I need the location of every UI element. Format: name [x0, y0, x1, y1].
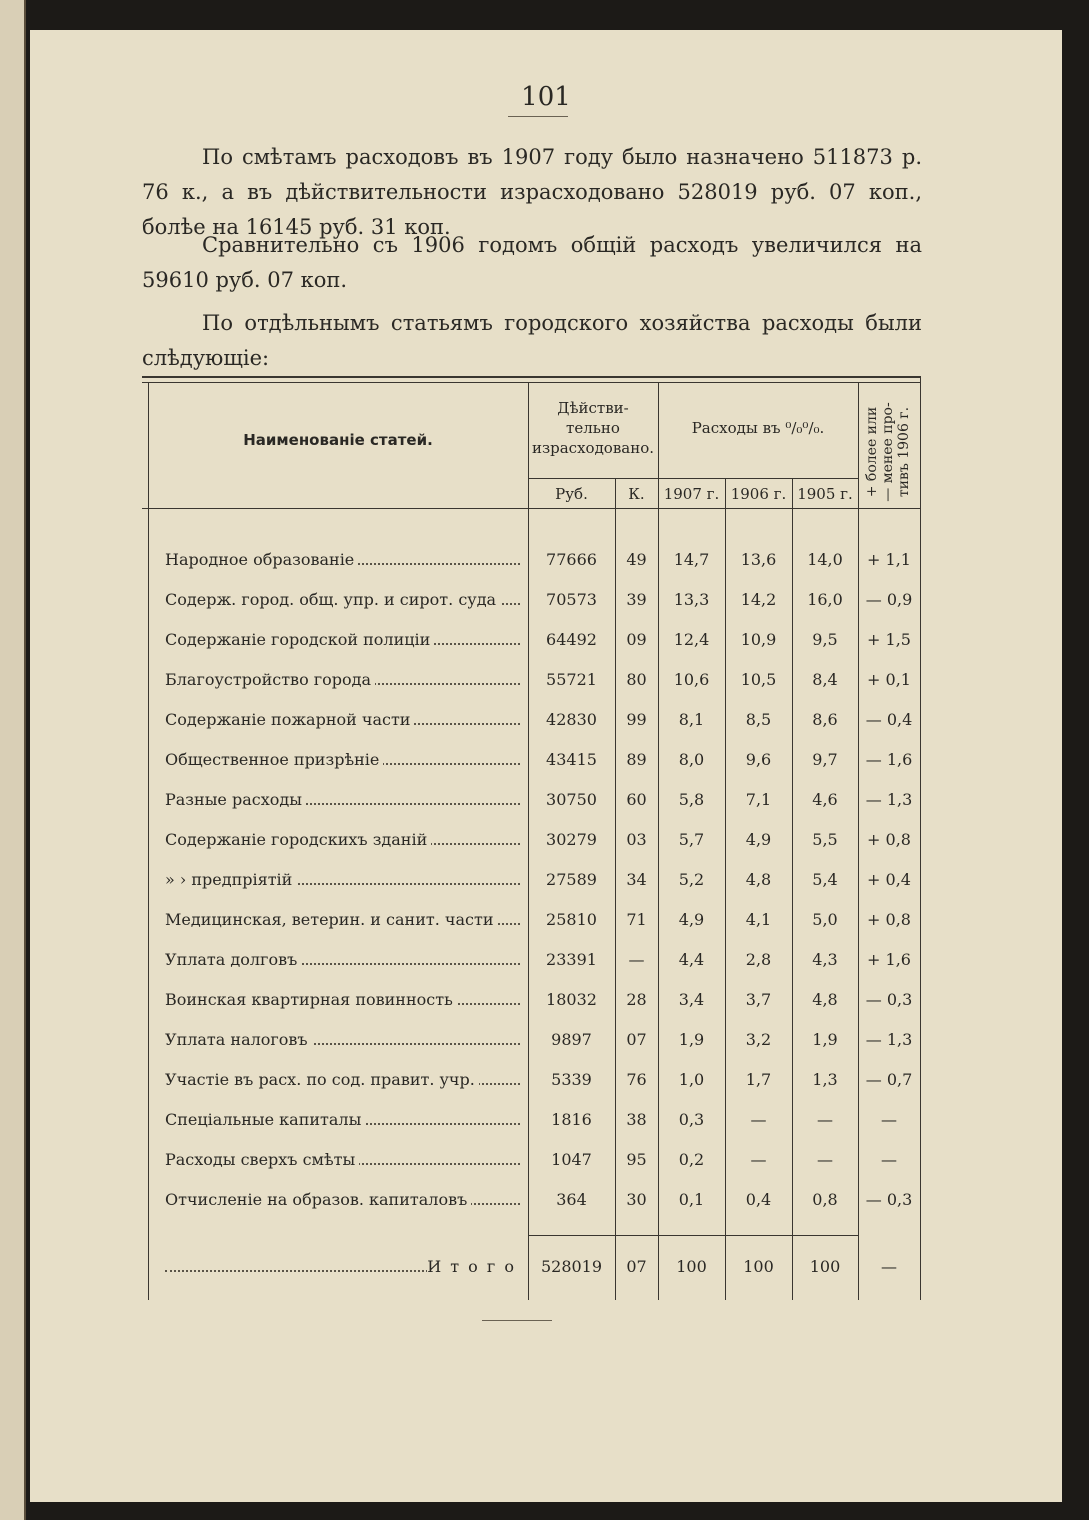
col-line-left [148, 382, 149, 1300]
paragraph-3: По отдѣльнымъ статьямъ городского хозяйства расходы были слѣдующіе: [142, 311, 922, 370]
cell-rub: 528019 [540, 1257, 603, 1276]
cell-rub: 70573 [546, 590, 597, 609]
table-top-rule [142, 376, 920, 378]
row-label: Содержаніе городскихъ зданій [165, 830, 431, 849]
end-ornament [482, 1320, 552, 1321]
cell-kop: 03 [626, 830, 647, 849]
row-name [165, 550, 520, 569]
cell-1905: 0,8 [812, 1190, 838, 1209]
row-label: Расходы сверхъ смѣты [165, 1150, 359, 1169]
header-1905: 1905 г. [797, 485, 853, 503]
row-name [165, 1257, 520, 1276]
row-label: Медицинская, ветерин. и санит. части [165, 910, 497, 929]
cell-1907: 0,3 [678, 1110, 705, 1129]
cell-diff: — 0,3 [865, 1190, 913, 1209]
cell-1905: 16,0 [807, 590, 843, 609]
row-label: Разные расходы [165, 790, 306, 809]
cell-diff: + 0,8 [867, 830, 911, 849]
cell-kop: 34 [626, 870, 647, 889]
cell-1905: 8,4 [812, 670, 838, 689]
cell-1906: 100 [743, 1257, 774, 1276]
cell-diff: + 0,4 [867, 870, 911, 889]
row-label: Уплата долговъ [165, 950, 301, 969]
cell-1906: 2,8 [745, 950, 772, 969]
header-bottom-rule [142, 508, 920, 509]
cell-1905: 9,7 [812, 750, 838, 769]
cell-1905: — [817, 1150, 833, 1169]
cell-1906: — [750, 1150, 767, 1169]
cell-1907: 0,1 [678, 1190, 705, 1209]
cell-1905: 5,0 [812, 910, 838, 929]
cell-1905: 1,9 [812, 1030, 838, 1049]
row-label: Спеціальные капиталы [165, 1110, 365, 1129]
header-percent: Расходы въ ⁰/₀⁰/₀. [691, 419, 825, 437]
cell-diff: + 1,5 [867, 630, 911, 649]
cell-kop: 71 [626, 910, 647, 929]
cell-1905: 9,5 [812, 630, 838, 649]
cell-rub: 23391 [546, 950, 597, 969]
cell-diff: — [881, 1150, 897, 1169]
cell-1905: 4,6 [812, 790, 838, 809]
row-name [165, 670, 520, 689]
paragraph-1: По смѣтамъ расходовъ въ 1907 году было назначено 511873 р. 76 к., а въ дѣйствительности израсходовано 528019 руб. 07 коп., болѣе на 16145 руб. 31 коп. [142, 145, 922, 239]
cell-rub: 9897 [551, 1030, 592, 1049]
row-name [165, 750, 520, 769]
row-name [165, 1110, 520, 1129]
cell-rub: 5339 [551, 1070, 592, 1089]
row-name [165, 630, 520, 649]
cell-rub: 27589 [546, 870, 597, 889]
cell-kop: 80 [626, 670, 647, 689]
cell-1905: 5,4 [812, 870, 838, 889]
row-name [165, 910, 520, 929]
cell-rub: 55721 [546, 670, 597, 689]
cell-kop: 99 [626, 710, 647, 729]
cell-1906: 0,4 [745, 1190, 772, 1209]
header-name: Наименованіе статей. [243, 431, 433, 449]
total-separator [528, 1235, 858, 1236]
cell-1906: 9,6 [745, 750, 772, 769]
row-label: Общественное призрѣніе [165, 750, 383, 769]
cell-1905: 4,8 [812, 990, 838, 1009]
cell-diff: — [881, 1110, 897, 1129]
cell-diff: — 1,3 [865, 790, 913, 809]
row-name [165, 950, 520, 969]
cell-diff: — 0,9 [865, 590, 913, 609]
row-name [165, 990, 520, 1009]
cell-1907: 100 [676, 1257, 707, 1276]
row-label: Содерж. город. общ. упр. и сирот. суда [165, 590, 500, 609]
cell-diff: + 0,8 [867, 910, 911, 929]
paragraph-2: Сравнительно съ 1906 годомъ общій расходъ увеличился на 59610 руб. 07 коп. [142, 233, 922, 292]
cell-diff: — 0,4 [865, 710, 913, 729]
cell-rub: 1816 [551, 1110, 592, 1129]
cell-1907: 14,7 [673, 550, 710, 569]
cell-kop: 09 [626, 630, 647, 649]
row-name [165, 830, 520, 849]
cell-rub: 30279 [546, 830, 597, 849]
cell-kop: 89 [626, 750, 647, 769]
cell-1907: 5,7 [678, 830, 705, 849]
cell-1905: 5,5 [812, 830, 838, 849]
cell-1906: 3,7 [745, 990, 772, 1009]
cell-1906: 10,9 [740, 630, 777, 649]
row-label: И т о г о [427, 1257, 520, 1276]
cell-1905: 8,6 [812, 710, 838, 729]
row-name [165, 870, 520, 889]
cell-diff: + 1,6 [867, 950, 911, 969]
row-name [165, 790, 520, 809]
row-label: » › предпріятій [165, 870, 296, 889]
cell-diff: + 1,1 [867, 550, 911, 569]
cell-1907: 8,0 [678, 750, 705, 769]
cell-kop: 28 [626, 990, 647, 1009]
row-name [165, 1070, 520, 1089]
cell-rub: 42830 [546, 710, 597, 729]
cell-1907: 0,2 [678, 1150, 705, 1169]
cell-1907: 5,8 [678, 790, 705, 809]
row-label: Отчисленіе на образов. капиталовъ [165, 1190, 471, 1209]
subheader-rule [528, 478, 858, 479]
cell-rub: 1047 [551, 1150, 592, 1169]
row-name [165, 710, 520, 729]
row-name [165, 1030, 520, 1049]
previous-page-edge [0, 0, 26, 1520]
cell-diff: — [881, 1257, 897, 1276]
cell-1905: 100 [809, 1257, 841, 1276]
cell-rub: 364 [556, 1190, 587, 1209]
row-label: Содержаніе городской полиціи [165, 630, 434, 649]
cell-1907: 4,4 [678, 950, 705, 969]
cell-1907: 8,1 [678, 710, 705, 729]
row-label: Участіе въ расх. по сод. правит. учр. [165, 1070, 479, 1089]
cell-kop: 07 [626, 1030, 647, 1049]
cell-kop: 07 [626, 1257, 647, 1276]
cell-1907: 13,3 [673, 590, 710, 609]
row-label: Народное образованіе [165, 550, 358, 569]
cell-kop: 76 [626, 1070, 647, 1089]
cell-1906: 3,2 [745, 1030, 772, 1049]
cell-kop: 60 [626, 790, 647, 809]
page-number: 101 [521, 82, 571, 112]
cell-1906: 1,7 [745, 1070, 772, 1089]
cell-kop: 38 [626, 1110, 647, 1129]
row-label: Воинская квартирная повинность [165, 990, 457, 1009]
cell-1906: 14,2 [740, 590, 777, 609]
table-top-rule-2 [142, 382, 920, 383]
cell-1905: 1,3 [812, 1070, 838, 1089]
cell-kop: 95 [626, 1150, 647, 1169]
cell-1906: 10,5 [740, 670, 777, 689]
cell-1905: — [817, 1110, 833, 1129]
cell-diff: — 1,6 [865, 750, 913, 769]
cell-kop: — [628, 950, 645, 969]
cell-1906: 4,8 [745, 870, 772, 889]
page-number-ornament [508, 116, 568, 117]
cell-1907: 1,0 [678, 1070, 705, 1089]
header-1907: 1907 г. [663, 485, 720, 503]
row-label: Уплата налоговъ [165, 1030, 312, 1049]
cell-diff: — 1,3 [865, 1030, 913, 1049]
cell-rub: 30750 [546, 790, 597, 809]
document-page [30, 30, 1062, 1502]
cell-1906: 4,1 [745, 910, 772, 929]
header-1906: 1906 г. [730, 485, 787, 503]
cell-1906: 4,9 [745, 830, 772, 849]
header-rub: Руб. [555, 485, 588, 503]
cell-1905: 14,0 [807, 550, 843, 569]
row-name [165, 590, 520, 609]
header-spent: Дѣйстви- тельно израсходовано. [531, 399, 655, 457]
cell-1907: 1,9 [678, 1030, 705, 1049]
cell-1907: 4,9 [678, 910, 705, 929]
cell-1906: — [750, 1110, 767, 1129]
row-name [165, 1150, 520, 1169]
row-label: Благоустройство города [165, 670, 375, 689]
row-name [165, 1190, 520, 1209]
cell-1906: 7,1 [745, 790, 772, 809]
cell-kop: 30 [626, 1190, 647, 1209]
cell-rub: 18032 [546, 990, 597, 1009]
cell-diff: — 0,7 [865, 1070, 913, 1089]
cell-rub: 43415 [546, 750, 597, 769]
cell-1905: 4,3 [812, 950, 838, 969]
header-diff: + более или — менее про- тивъ 1906 г. [864, 402, 912, 502]
header-kop: К. [628, 485, 645, 503]
cell-1907: 3,4 [678, 990, 705, 1009]
cell-1907: 5,2 [678, 870, 705, 889]
cell-1906: 8,5 [745, 710, 772, 729]
cell-rub: 77666 [546, 550, 597, 569]
row-label: Содержаніе пожарной части [165, 710, 414, 729]
cell-kop: 49 [626, 550, 647, 569]
cell-1907: 12,4 [673, 630, 710, 649]
cell-kop: 39 [626, 590, 647, 609]
col-line-right [920, 376, 921, 1300]
cell-rub: 25810 [546, 910, 597, 929]
cell-1906: 13,6 [740, 550, 777, 569]
cell-diff: — 0,3 [865, 990, 913, 1009]
cell-1907: 10,6 [673, 670, 710, 689]
cell-rub: 64492 [546, 630, 597, 649]
cell-diff: + 0,1 [867, 670, 911, 689]
